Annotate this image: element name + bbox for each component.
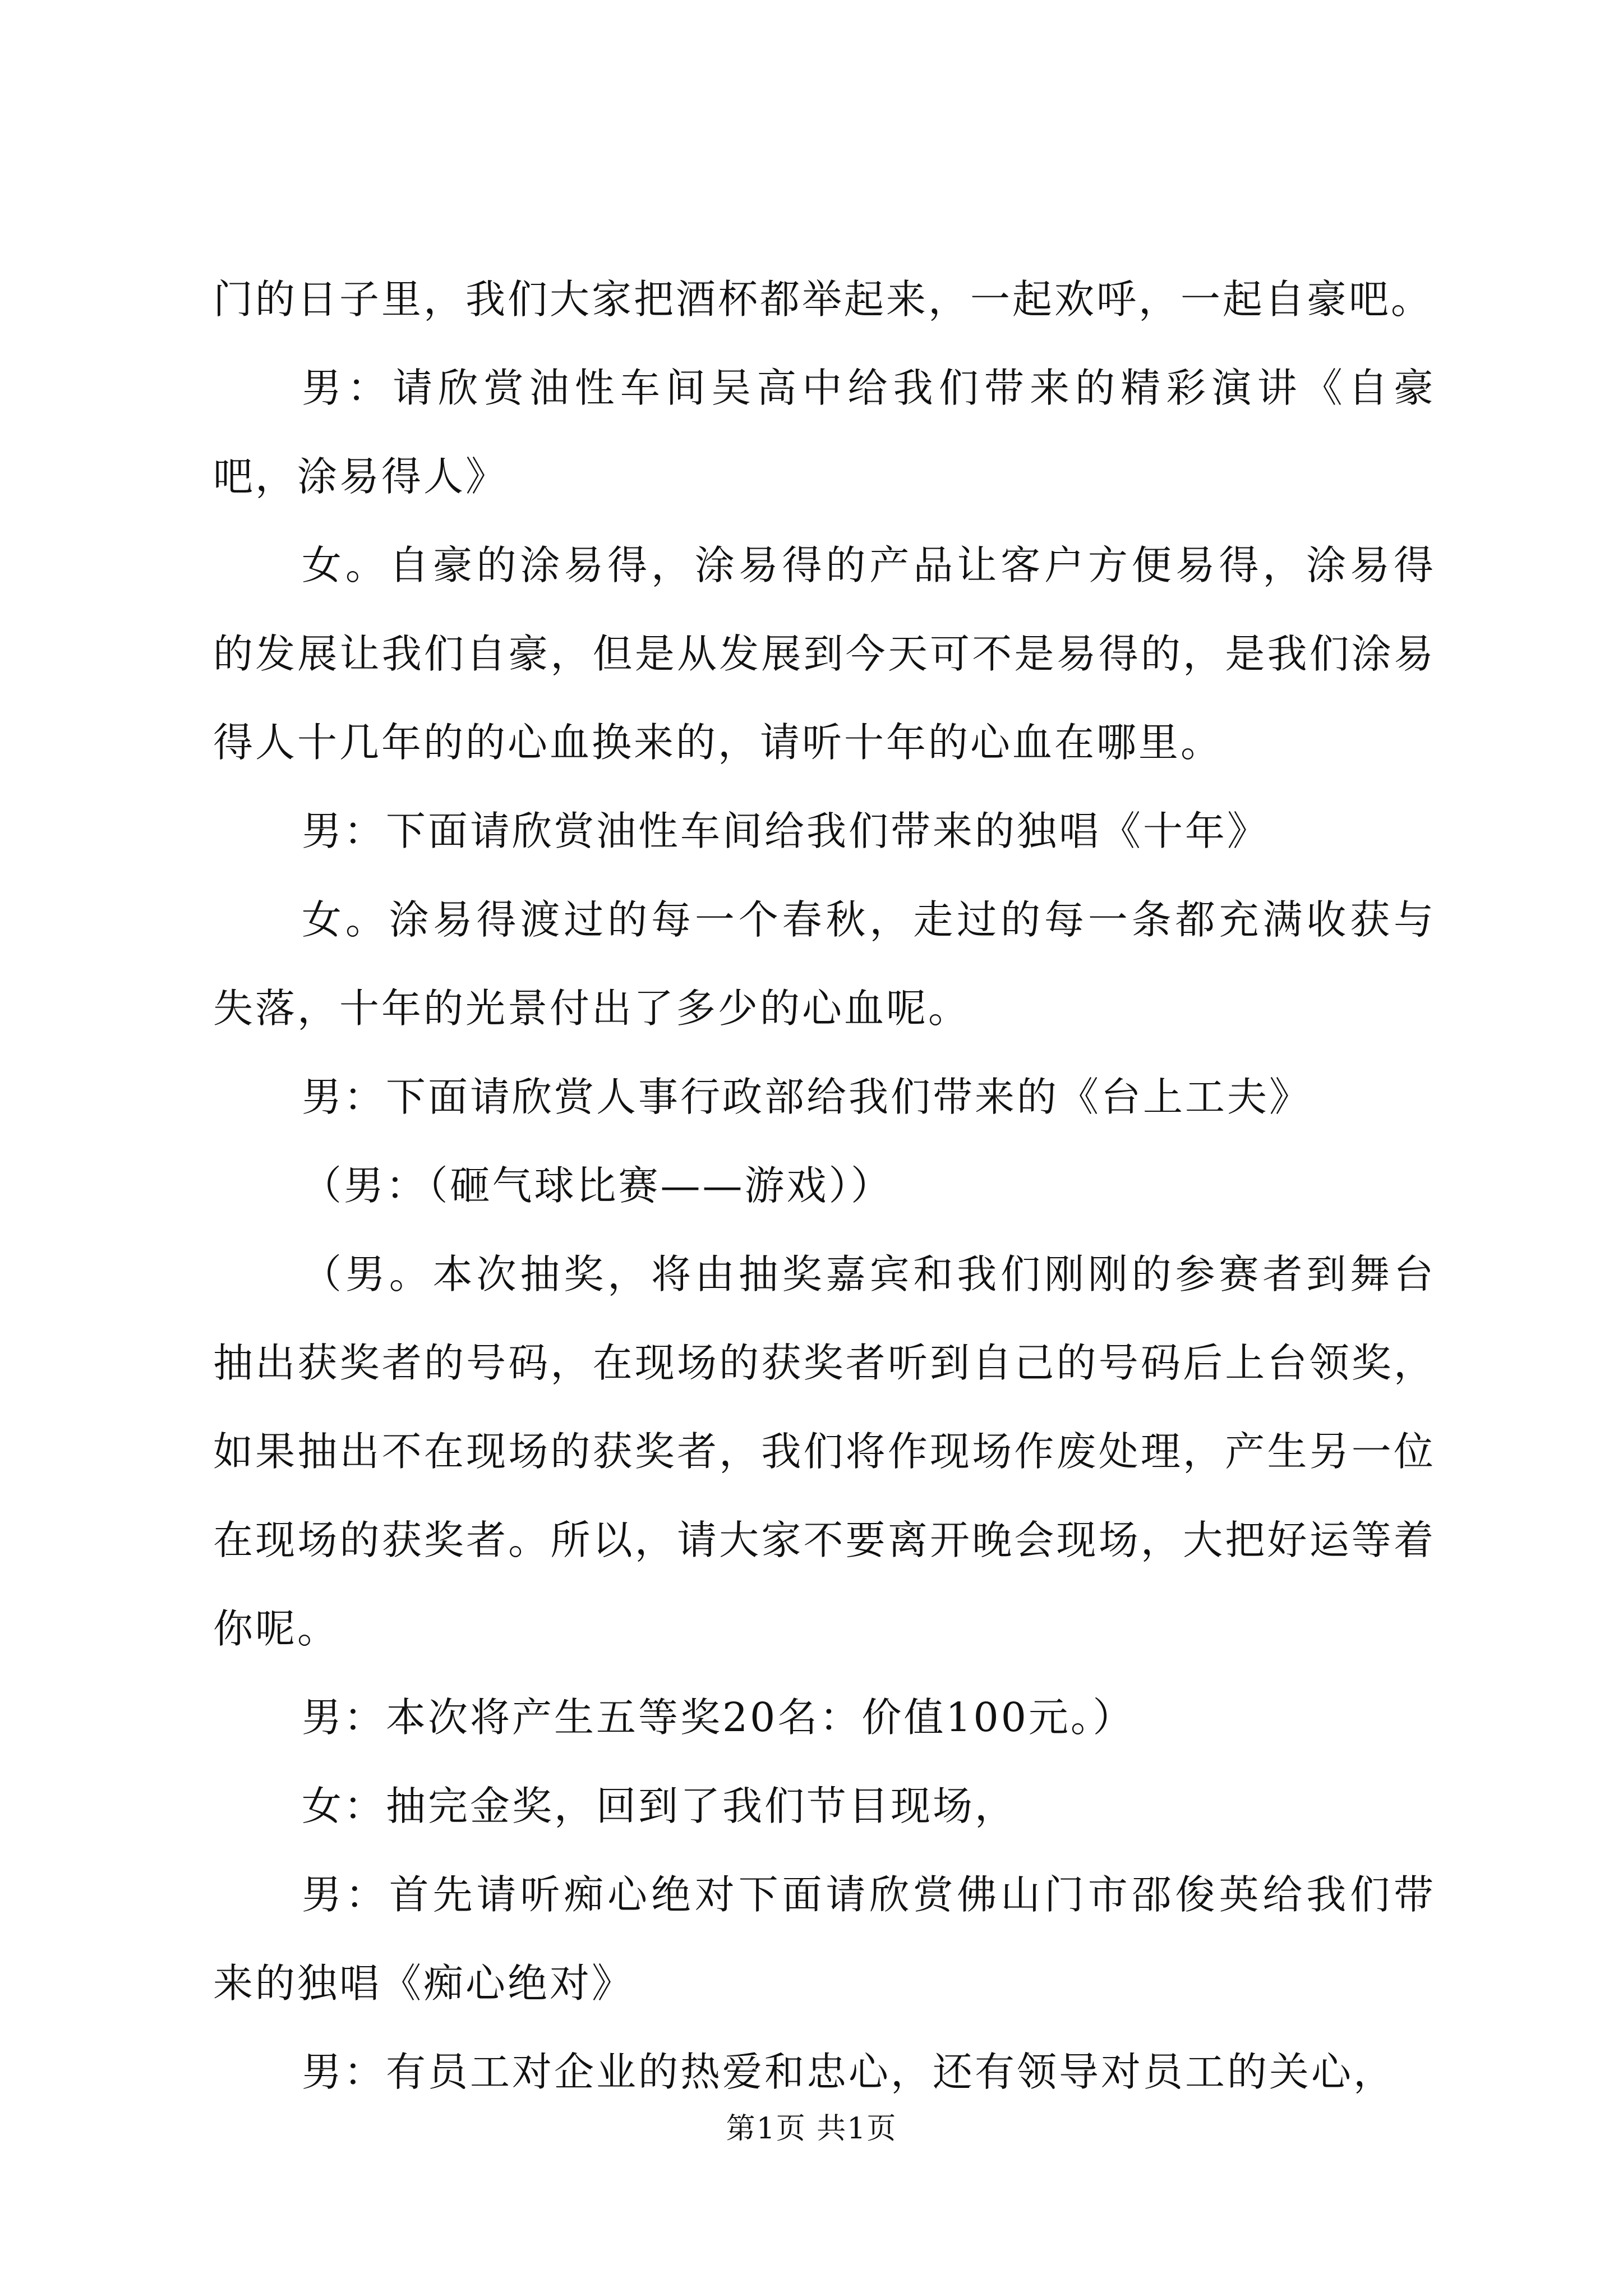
paragraph-4: 男：下面请欣赏油性车间给我们带来的独唱《十年》 bbox=[302, 808, 1270, 854]
paragraph-3: 女。自豪的涂易得，涂易得的产品让客户方便易得，涂易得的发展让我们自豪，但是从发展到今天可不是易得的，是我们涂易得人十几年的的心血换来的，请听十年的心血在哪里。 bbox=[213, 542, 1436, 766]
paragraph-5: 女。涂易得渡过的每一个春秋，走过的每一条都充满收获与失落，十年的光景付出了多少的心血呢。 bbox=[213, 896, 1436, 1032]
paragraph-7: （男：（砸气球比赛——游戏）） bbox=[302, 1162, 893, 1209]
paragraph-6: 男：下面请欣赏人事行政部给我们带来的《台上工夫》 bbox=[302, 1074, 1312, 1120]
paragraph-10: 女：抽完金奖，回到了我们节目现场， bbox=[302, 1783, 1017, 1829]
paragraph-11: 男：首先请听痴心绝对下面请欣赏佛山门市邵俊英给我们带来的独唱《痴心绝对》 bbox=[213, 1871, 1436, 2007]
body-text bbox=[213, 255, 1436, 2116]
paragraph-2: 男：请欣赏油性车间吴高中给我们带来的精彩演讲《自豪吧，涂易得人》 bbox=[213, 365, 1436, 500]
paragraph-9: 男：本次将产生五等奖20名：价值100元。） bbox=[302, 1694, 1135, 1741]
paragraph-8: （男。本次抽奖，将由抽奖嘉宾和我们刚刚的参赛者到舞台抽出获奖者的号码，在现场的获奖者听到自己的号码后上台领奖，如果抽出不在现场的获奖者，我们将作现场作废处理，产生另一位在现场的获奖者。所以，请大家不要离开晚会现场，大把好运等着你呢。 bbox=[213, 1251, 1436, 1652]
paragraph-1: 门的日子里，我们大家把酒杯都举起来，一起欢呼，一起自豪吧。 bbox=[213, 276, 1433, 323]
page-footer: 第1页 共1页 bbox=[726, 2112, 897, 2146]
paragraph-12: 男：有员工对企业的热爱和忠心，还有领导对员工的关心， bbox=[302, 2049, 1396, 2095]
